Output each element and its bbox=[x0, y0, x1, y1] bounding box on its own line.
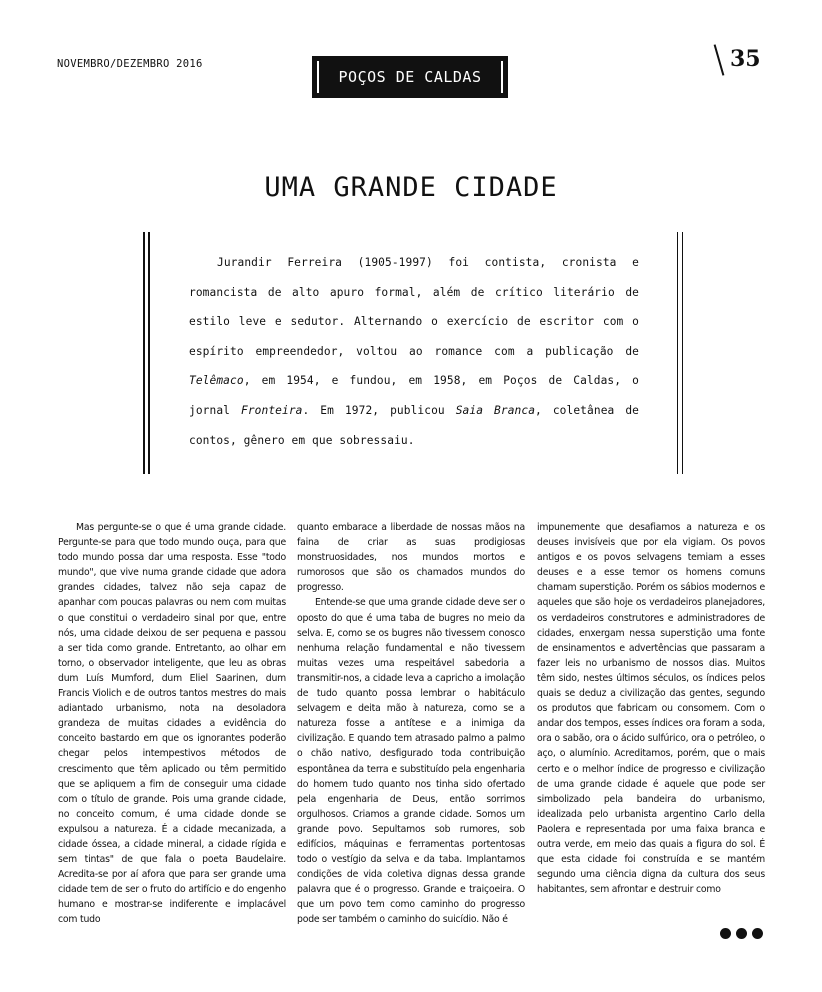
body-paragraph-continued: impunemente que desafiamos a natureza e os deuses invisíveis que por ela vigiam. Os povos antigos e os povos selvagens temiam a esses deuses e a esse temor os homens comuns chamam superstição. Porém os sábios modernos e aqueles que são hoje os verdadeiros planejadores, os verdadeiros construtores e administradores de cidades, enxergam nessa superstição uma fonte de ensinamentos e advertências que passaram a fazer leis no urbanismo de nossos dias. Muitos têm sido, nestes últimos séculos, os índices pelos quais se deduz a civilização das gentes, segundo os produtos que fabricam ou consomem. Com o andar dos tempos, esses índices ora foram a soda, ora o sabão, ora o ácido sulfúrico, ora o petróleo, o aço, o alumínio. Acreditamos, porém, que o mais certo e o melhor índice de progresso e civilização de uma grande cidade é aquele que pode ser simbolizado pela bandeira do urbanismo, idealizada pelo urbanista argentino Carlo della Paolera e representada por uma faixa branca e outra verde, em meio das quais a figura do sol. É que esta cidade foi construída e se mantém segundo uma ciência digna da cultura dos seus habitantes, sem afrontar e destruir como bbox=[537, 522, 765, 896]
page-number-value: 35 bbox=[730, 46, 761, 72]
intro-border-right-inner bbox=[677, 232, 679, 474]
body-paragraph: Mas pergunte-se o que é uma grande cidade. Pergunte-se para que todo mundo ouça, para que todo mundo possa dar uma resposta. Esse "todo mundo", que vive numa grande cidade que adora grandes cidades, talvez não seja capaz de apanhar com poucas palavras ou nem com muitas o que constitui o verdadeiro sinal por que, entre nós, uma cidade deixou de ser pequena e passou a ser tida como grande. Entretanto, ao olhar em torno, o observador inteligente, que leu as obras dum Luís Mumford, dum Eliel Saarinen, dum Francis Violich e de outros tantos mestres do mais adiantado urbanismo, nota na desoladora grandeza de muitas cidades a evidência do conceito bastardo em que os ignorantes poderão chegar pelos intempestivos métodos de crescimento que têm aplicado ou têm permitido que se apliquem a fim de conseguir uma cidade com o título de grande. Pois uma grande cidade, no conceito comum, é uma cidade donde se expulsou a natureza. É a cidade mecanizada, a cidade óssea, a cidade mineral, a cidade rígida e sem tintas" de que fala o poeta Baudelaire. Acredita-se por aí afora que para ser grande uma cidade tem de ser o fruto do artifício e do engenho humano e mostrar-se indiferente e implacável com tudo bbox=[58, 522, 286, 926]
body-paragraph-continued: quanto embarace a liberdade de nossas mãos na faina de criar as suas prodigiosas monstruosidades, nos mundos mortos e rumorosos que são os chamados mundos do progresso. bbox=[297, 522, 525, 594]
section-label-text: POÇOS DE CALDAS bbox=[317, 61, 503, 93]
dot-icon bbox=[752, 928, 763, 939]
continued-marker bbox=[720, 928, 766, 940]
issue-date: NOVEMBRO/DEZEMBRO 2016 bbox=[57, 58, 203, 70]
body-paragraph: Entende-se que uma grande cidade deve ser o oposto do que é uma taba de bugres no meio da selva. E, como se os bugres não tivessem conosco nenhuma relação fundamental e não tivessem muitas vezes uma respeitável sabedoria a transmitir-nos, a cidade leva a capricho a imolação de tudo quanto possa lembrar o habitáculo selvagem e deita mão à natureza, como se a natureza fosse a antítese e a inimiga da civilização. E quando tem atrasado palmo a palmo o chão nativo, desfigurado toda contribuição espontânea da terra e substituído pela engenharia do homem tudo quanto nos tinha sido ofertado pela engenharia de Deus, então sorrimos orgulhosos. Criamos a grande cidade. Somos um grande povo. Sepultamos sob rumores, sob edifícios, máquinas e ferramentas portentosas todo o vestígio da selva e da taba. Implantamos condições de vida coletiva dignas dessa grande palavra que é o progresso. Grande e traiçoeira. O que um povo tem como caminho do progresso pode ser também o caminho do suicídio. Não é bbox=[297, 597, 525, 926]
intro-newspaper-fronteira: Fronteira bbox=[240, 403, 303, 417]
dot-icon bbox=[736, 928, 747, 939]
body-column-1 bbox=[58, 520, 286, 928]
intro-box bbox=[143, 232, 683, 474]
intro-book-saia-branca: Saia Branca bbox=[455, 403, 536, 417]
intro-border-right-outer bbox=[682, 232, 684, 474]
section-label bbox=[312, 56, 508, 98]
page-number-slash bbox=[714, 44, 725, 75]
page-number bbox=[712, 42, 772, 78]
intro-border-left-outer bbox=[143, 232, 145, 474]
intro-part-4: , coletânea de contos, gênero em que sobressaiu. bbox=[189, 403, 639, 447]
intro-part-3: . Em 1972, publicou bbox=[302, 403, 456, 417]
body-column-2 bbox=[297, 520, 525, 928]
dot-icon bbox=[720, 928, 731, 939]
intro-part-2: , em 1954, e fundou, em 1958, em Poços de Caldas, o jornal bbox=[189, 374, 639, 417]
intro-book-telemaco: Telêmaco bbox=[189, 374, 244, 388]
intro-border-left-inner bbox=[148, 232, 150, 474]
intro-part-1: Jurandir Ferreira (1905-1997) foi contista, cronista e romancista de alto apuro formal, além de crítico literário de estilo leve e sedutor. Alternando o exercício de escritor com o espírito empreendedor, voltou ao romance com a publicação de bbox=[189, 256, 639, 358]
article-title: UMA GRANDE CIDADE bbox=[264, 172, 558, 203]
body-column-3 bbox=[537, 520, 765, 897]
intro-text bbox=[189, 248, 639, 455]
